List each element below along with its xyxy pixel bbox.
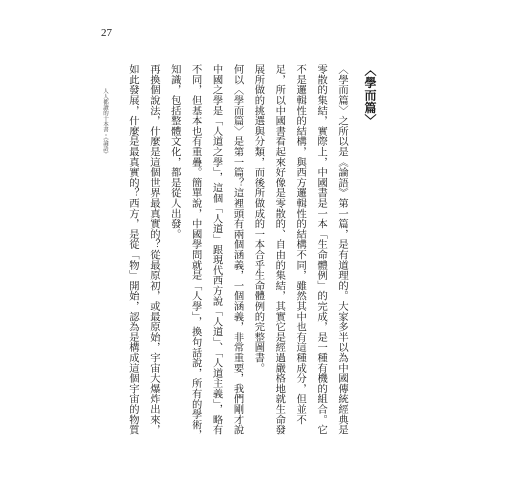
paragraph-3: 再換個說法，什麼是這個世界最真實的？從最原初，或最原始，宇宙大爆炸出來，如此發展，什麼是最真實的？西方，是從「物」開始，認為是構成這個宇宙的物質 — [126, 64, 160, 435]
body-text — [120, 64, 352, 444]
section-title: 〈學而篇〉 — [363, 64, 377, 127]
paragraph-2: 何以〈學而篇〉是第一篇？這裡頭有兩個涵義，一個涵義，非常重要，我們剛才說中國之學是「人道之學」，這個「人道」跟現代西方說「人道」、「人道主義」，略有不同，但基本也有重疊。簡單說，中國學問就是「人學」，換句話說，所有的學術，知識，包括整體文化，都是從人出發。 — [168, 64, 244, 440]
paragraph-1: 〈學而篇〉之所以是《論語》第一篇，是有道理的。大家多半以為中國傳統經典是零散的集結，實際上，中國書是一本「生命體例」的完成，是一種有機的組合。它不是邏輯性的結構，與西方邏輯性的結構不同，雖然其中也有這種成分，但並不足，所以中國書看起來好像是零散的、自由的集結，其實它是經過嚴格地就生命發展所做的挑選與分類，而後所做成的一本合乎生命體例的完整圖書。 — [252, 64, 348, 435]
running-head: 人人都讀的十本書・《論語》 — [102, 88, 108, 157]
page-number: 27 — [101, 27, 112, 39]
